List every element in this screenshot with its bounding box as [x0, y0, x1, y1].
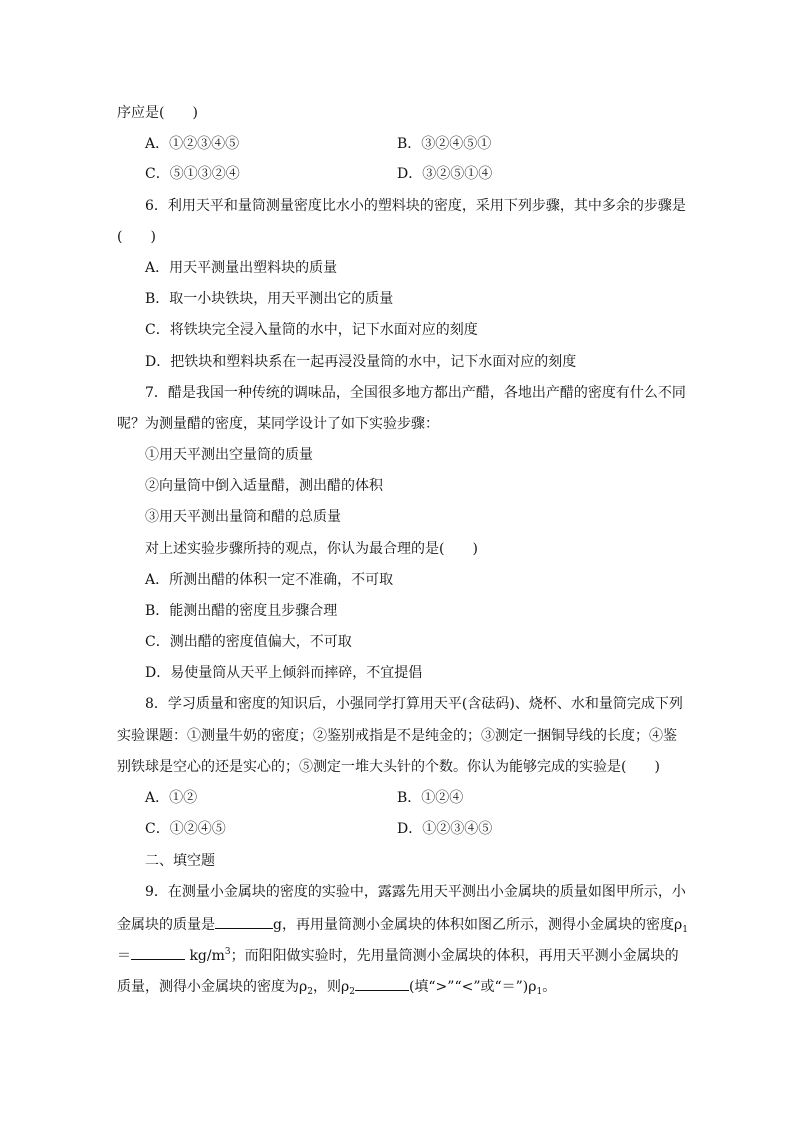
q6-stem: 6．利用天平和量筒测量密度比水小的塑料块的密度，采用下列步骤，其中多余的步骤是	[145, 198, 686, 214]
q6-option-c: C．将铁块完全浸入量筒的水中，记下水面对应的刻度	[145, 322, 478, 338]
answer-blank-density[interactable]	[131, 945, 185, 960]
answer-blank-compare[interactable]	[355, 976, 409, 991]
q6-option-a: A．用天平测量出塑料块的质量	[145, 260, 338, 276]
q7-option-c: C．测出醋的密度值偏大，不可取	[145, 634, 352, 650]
q8-option-a: A．①②	[145, 790, 198, 806]
q6-option-b: B．取一小块铁块，用天平测出它的质量	[145, 291, 394, 307]
q9-line-2: 金属块的质量是 g，再用量筒测小金属块的体积如图乙所示，测得小金属块的密度$\rho_1$	[117, 914, 688, 934]
q8-option-c: C．①②④⑤	[145, 821, 226, 837]
q7-step-3: ③用天平测出量筒和醋的总质量	[145, 509, 341, 525]
q9-line-3: ＝ $kg/m^3$；而阳阳做实验时，先用量筒测小金属块的体积，再用天平测小金属块的	[117, 947, 679, 964]
q7-option-b: B．能测出醋的密度且步骤合理	[145, 603, 338, 619]
answer-blank-mass[interactable]	[215, 914, 273, 929]
q8-option-d: D．①②③④⑤	[397, 821, 493, 837]
q9-stem: 9．在测量小金属块的密度的实验中，露露先用天平测出小金属块的质量如图甲所示，小	[145, 884, 686, 900]
option-b: B．③②④⑤①	[397, 136, 492, 152]
q7-stem: 7．醋是我国一种传统的调味品，全国很多地方都出产醋，各地出产醋的密度有什么不同	[145, 385, 686, 401]
q6-stem-cont: ( )	[117, 229, 156, 245]
q6-option-d: D．把铁块和塑料块系在一起再浸没量筒的水中，记下水面对应的刻度	[145, 354, 577, 370]
q8-stem-cont2: 别铁球是空心的还是实心的；⑤测定一堆大头针的个数。你认为能够完成的实验是( )	[117, 759, 660, 775]
q7-step-1: ①用天平测出空量筒的质量	[145, 447, 313, 463]
section-title: 二、填空题	[145, 853, 215, 869]
q8-stem: 8．学习质量和密度的知识后，小强同学打算用天平(含砝码)、烧杯、水和量筒完成下列	[145, 696, 683, 712]
question-continuation: 序应是( )	[117, 105, 198, 121]
option-d: D．③②⑤①④	[397, 166, 493, 182]
q7-step-2: ②向量筒中倒入适量醋，测出醋的体积	[145, 478, 383, 494]
q7-question: 对上述实验步骤所持的观点，你认为最合理的是( )	[145, 541, 478, 557]
q8-stem-cont: 实验课题：①测量牛奶的密度；②鉴别戒指是不是纯金的；③测定一捆铜导线的长度；④鉴	[117, 728, 677, 744]
option-a: A．①②③④⑤	[145, 136, 240, 152]
q7-option-d: D．易使量筒从天平上倾斜而摔碎，不宜提倡	[145, 665, 423, 681]
q7-option-a: A．所测出醋的体积一定不准确，不可取	[145, 572, 394, 588]
q8-option-b: B．①②④	[397, 790, 464, 806]
q9-line-4: 质量，测得小金属块的密度为$\rho_2$，则$\rho_2$ (填“>”“<”或“$=”)\rho_1$。	[117, 976, 556, 996]
q7-stem-cont: 呢？为测量醋的密度，某同学设计了如下实验步骤：	[117, 416, 439, 432]
option-c: C．⑤①③②④	[145, 166, 240, 182]
